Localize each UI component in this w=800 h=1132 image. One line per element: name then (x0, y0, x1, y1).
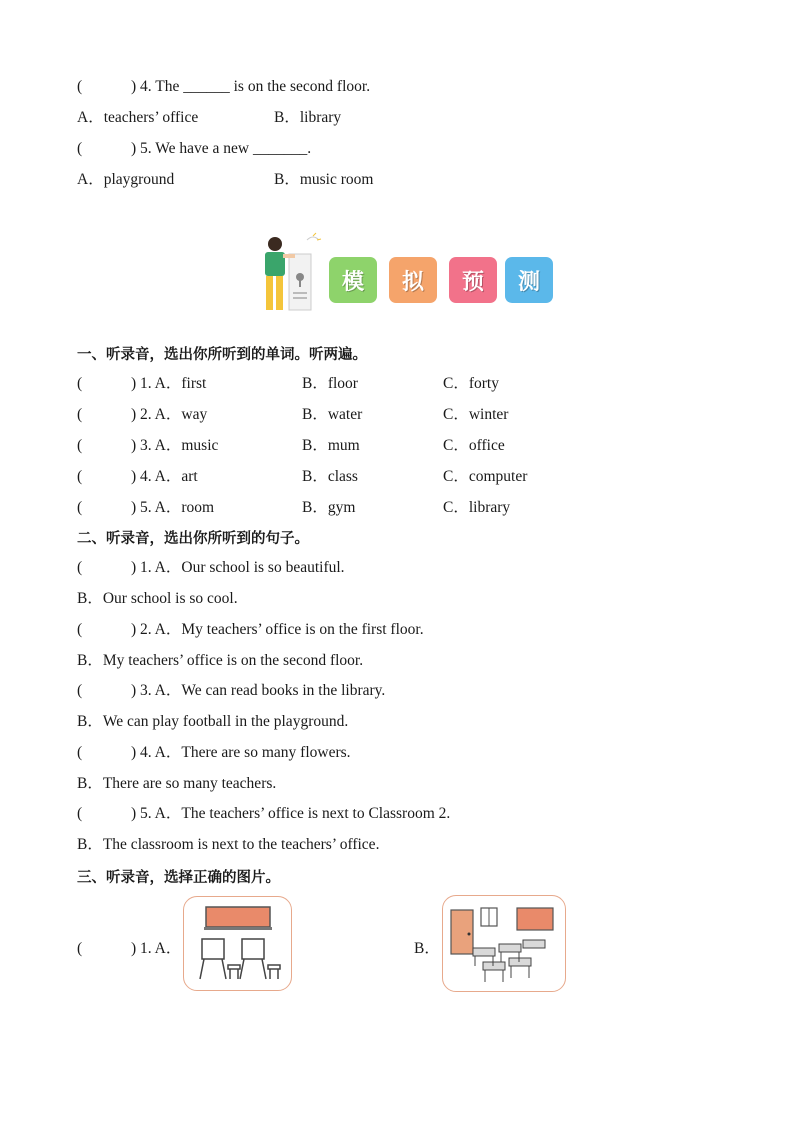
s2-item-4-b: B．There are so many teachers. (77, 775, 277, 792)
s3-option-b-label: B． (414, 940, 440, 957)
s1-item-3: ( ) 3. A．music B．mum C．office (77, 437, 505, 454)
option-b: B．mum (302, 437, 360, 454)
s1-item-2: ( ) 2. A．way B．water C．winter (77, 406, 509, 423)
question-5-stem: ( ) 5. We have a new _______. (77, 140, 312, 157)
option-c: C．office (443, 437, 505, 454)
option-c: C．library (443, 499, 511, 516)
s2-item-5-b: B．The classroom is next to the teachers’ office. (77, 836, 380, 853)
banner-tile-1: 模 (329, 257, 377, 303)
question-5-options (77, 170, 374, 190)
answer-blank-open[interactable]: ( (77, 375, 83, 392)
option-b: B．water (302, 406, 363, 423)
section3-title: 三、听录音，选择正确的图片。 (77, 870, 280, 886)
answer-blank-open[interactable]: ( (77, 468, 83, 485)
option-a: A．playground (77, 171, 175, 188)
answer-blank-open[interactable]: ( (77, 621, 83, 638)
option-c: C．forty (443, 375, 499, 392)
s2-item-5-a: ( ) 5. A．The teachers’ office is next to Classroom 2. (77, 805, 451, 822)
answer-blank-open[interactable]: ( (77, 78, 83, 95)
answer-blank-open[interactable]: ( (77, 499, 83, 516)
option-c: C．computer (443, 468, 528, 485)
s1-item-4: ( ) 4. A．art B．class C．computer (77, 468, 528, 485)
question-4-options (77, 108, 342, 128)
option-a: A．teachers’ office (77, 109, 199, 126)
s2-item-1-b: B．Our school is so cool. (77, 590, 238, 607)
option-b: B．gym (302, 499, 356, 516)
s2-item-3-a: ( ) 3. A．We can read books in the library. (77, 682, 386, 699)
option-c: C．winter (443, 406, 509, 423)
picture-option-a[interactable] (183, 896, 292, 991)
banner-tile-2: 拟 (389, 257, 437, 303)
teacher-illustration-icon (255, 232, 325, 316)
answer-blank-open[interactable]: ( (77, 559, 83, 576)
section-banner (255, 232, 555, 316)
s2-item-2-a: ( ) 2. A．My teachers’ office is on the first floor. (77, 621, 424, 638)
option-b: B．music room (274, 171, 374, 188)
banner-tile-4: 测 (505, 257, 553, 303)
answer-blank-open[interactable]: ( (77, 805, 83, 822)
classroom-icon (443, 896, 565, 991)
section2-title: 二、听录音，选出你所听到的句子。 (77, 531, 309, 547)
question-4-stem: ( ) 4. The ______ is on the second floor. (77, 78, 371, 95)
s2-item-3-b: B．We can play football in the playground. (77, 713, 349, 730)
answer-blank-open[interactable]: ( (77, 140, 83, 157)
option-b: B．class (302, 468, 358, 485)
section1-title: 一、听录音，选出你所听到的单词。听两遍。 (77, 347, 367, 363)
answer-blank-open[interactable]: ( (77, 406, 83, 423)
s1-item-1: ( ) 1. A．first B．floor C．forty (77, 375, 499, 392)
s2-item-1-a: ( ) 1. A．Our school is so beautiful. (77, 559, 345, 576)
answer-blank-open[interactable]: ( (77, 744, 83, 761)
art-room-icon (184, 897, 291, 990)
s3-item-1: ( ) 1. A． (77, 940, 182, 957)
banner-tile-3: 预 (449, 257, 497, 303)
option-b: B．floor (302, 375, 358, 392)
answer-blank-open[interactable]: ( (77, 437, 83, 454)
option-b: B．library (274, 109, 342, 126)
answer-blank-open[interactable]: ( (77, 682, 83, 699)
s2-item-4-a: ( ) 4. A．There are so many flowers. (77, 744, 351, 761)
s2-item-2-b: B．My teachers’ office is on the second floor. (77, 652, 364, 669)
answer-blank-open[interactable]: ( (77, 940, 83, 957)
picture-option-b[interactable] (442, 895, 566, 992)
s1-item-5: ( ) 5. A．room B．gym C．library (77, 499, 511, 516)
